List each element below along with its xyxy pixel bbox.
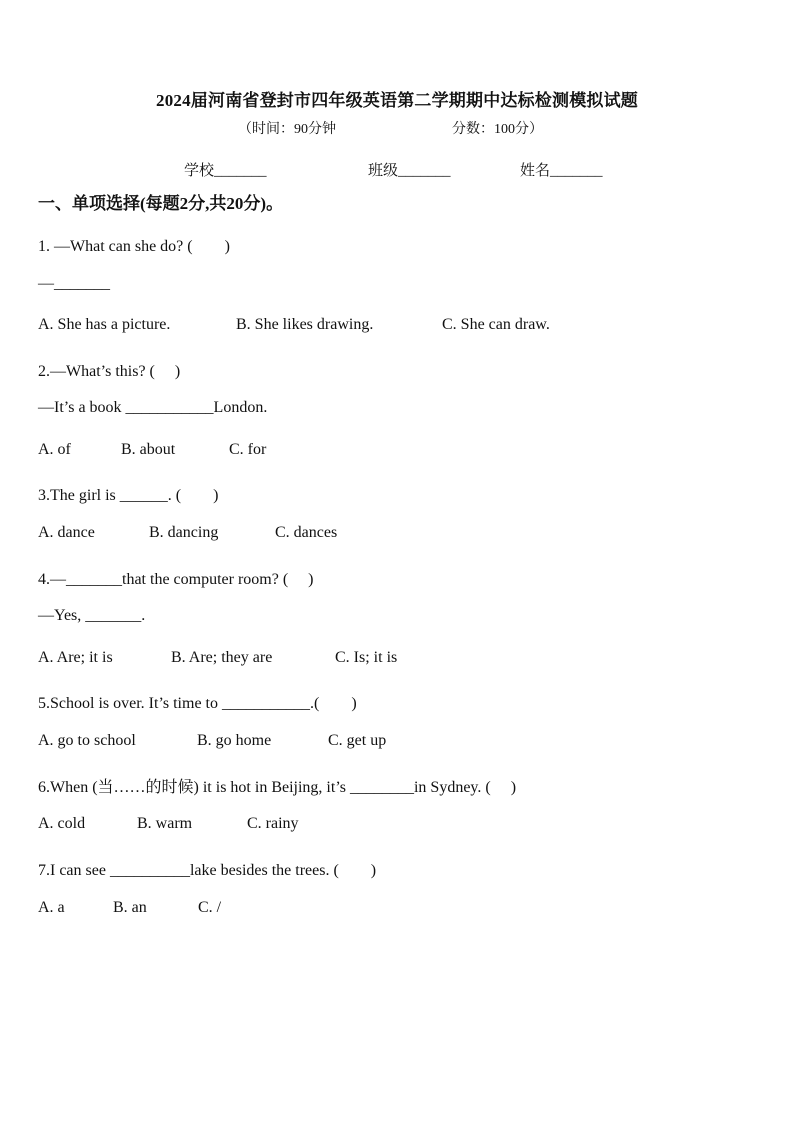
option-a: A. Are; it is bbox=[38, 649, 113, 666]
question-5-line-1: 5.School is over. It’s time to ___________.( ) bbox=[38, 695, 357, 712]
question-4-line-2: —Yes, _______. bbox=[38, 607, 146, 624]
exam-score: 分数：100分） bbox=[452, 122, 543, 137]
option-b: B. go home bbox=[197, 732, 272, 749]
question-3-line-1: 3.The girl is ______. ( ) bbox=[38, 487, 219, 504]
option-b: B. dancing bbox=[149, 524, 219, 541]
question-7-line-1: 7.I can see __________lake besides the trees. ( ) bbox=[38, 862, 377, 879]
option-b: B. She likes drawing. bbox=[236, 316, 374, 333]
question-4-line-1: 4.—_______that the computer room? ( ) bbox=[38, 571, 314, 588]
option-a: A. of bbox=[38, 441, 71, 458]
page-title: 2024届河南省登封市四年级英语第二学期期中达标检测模拟试题 bbox=[156, 91, 638, 110]
option-a: A. She has a picture. bbox=[38, 316, 171, 333]
option-b: B. Are; they are bbox=[171, 649, 273, 666]
question-2-options bbox=[38, 441, 266, 459]
question-1-line-2: —_______ bbox=[38, 275, 110, 292]
option-a: A. cold bbox=[38, 815, 86, 832]
option-a: A. go to school bbox=[38, 732, 136, 749]
exam-time: （时间：90分钟 bbox=[238, 122, 336, 137]
option-c: C. Is; it is bbox=[335, 649, 398, 666]
section-heading: 一、单项选择(每题2分,共20分)。 bbox=[38, 194, 284, 213]
question-6-options bbox=[38, 815, 299, 833]
question-2-line-1: 2.—What’s this? ( ) bbox=[38, 363, 181, 380]
option-b: B. an bbox=[113, 899, 147, 916]
school-field: 学校_______ bbox=[184, 163, 267, 179]
question-5-options bbox=[38, 732, 386, 750]
option-c: C. dances bbox=[275, 524, 338, 541]
name-field: 姓名_______ bbox=[520, 163, 603, 179]
option-a: A. a bbox=[38, 899, 65, 916]
question-3-options bbox=[38, 524, 337, 542]
question-6-line-1: 6.When (当……的时候) it is hot in Beijing, it’s ________in Sydney. ( ) bbox=[38, 779, 517, 796]
option-c: C. for bbox=[229, 441, 267, 458]
option-b: B. warm bbox=[137, 815, 193, 832]
option-c: C. get up bbox=[328, 732, 387, 749]
class-field: 班级_______ bbox=[368, 163, 451, 179]
option-b: B. about bbox=[121, 441, 176, 458]
option-a: A. dance bbox=[38, 524, 95, 541]
question-2-line-2: —It’s a book ___________London. bbox=[38, 399, 268, 416]
option-c: C. / bbox=[198, 899, 222, 916]
option-c: C. She can draw. bbox=[442, 316, 550, 333]
question-4-options bbox=[38, 649, 397, 667]
question-7-options bbox=[38, 899, 221, 917]
question-1-line-1: 1. —What can she do? ( ) bbox=[38, 238, 230, 255]
question-1-options bbox=[38, 316, 550, 334]
option-c: C. rainy bbox=[247, 815, 299, 832]
